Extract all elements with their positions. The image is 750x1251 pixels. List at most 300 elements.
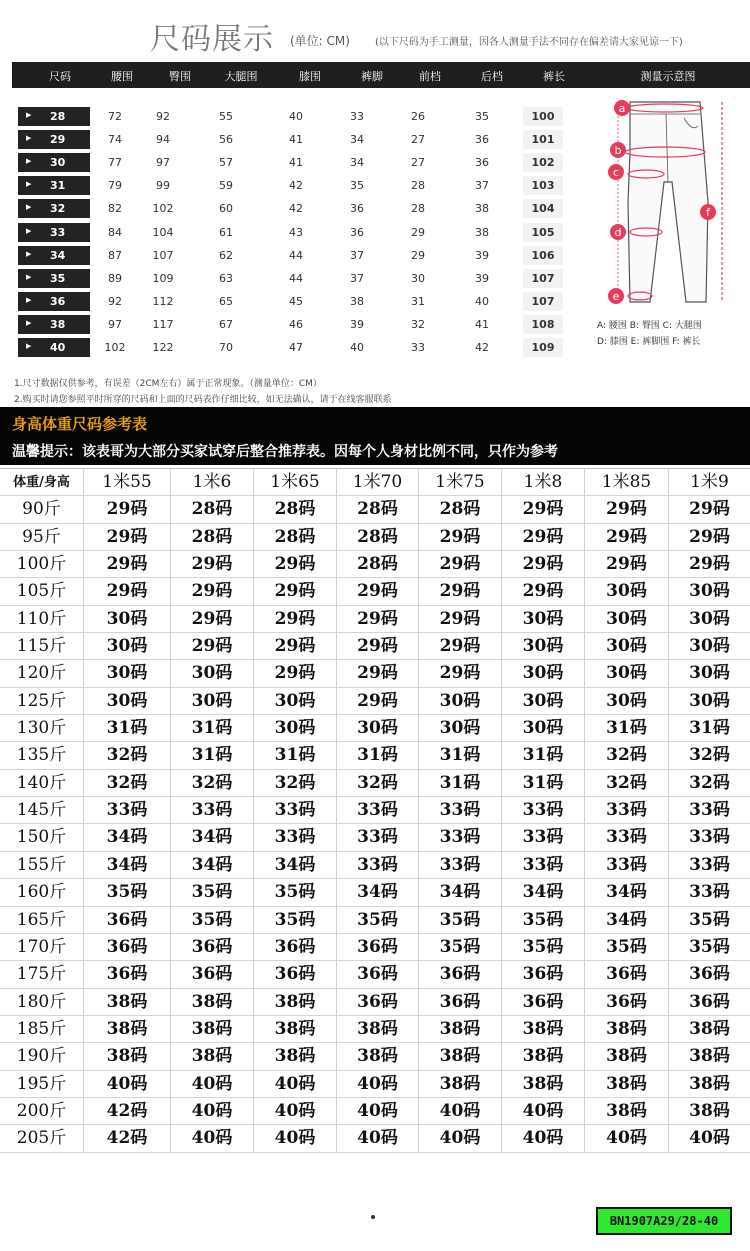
spec-cell: 92 [156, 110, 170, 123]
size-cell: 36码 [253, 961, 336, 987]
spec-cell: 29 [411, 248, 425, 262]
size-cell: 33码 [668, 797, 750, 823]
spec-header-cell: 后档 [481, 70, 503, 83]
size-cell: 30码 [584, 688, 668, 714]
table-row [0, 989, 750, 1016]
size-cell: 35码 [584, 934, 668, 960]
size-cell: 38码 [501, 1071, 584, 1097]
arrow-icon: ▶ [26, 342, 32, 350]
size-cell: 35码 [83, 879, 170, 905]
size-cell: 29码 [83, 496, 170, 522]
size-cell: 33码 [418, 852, 501, 878]
size-cell: 32码 [336, 770, 418, 796]
size-recommendation-table [0, 468, 750, 1153]
spec-cell: 67 [219, 317, 233, 331]
size-cell: 32码 [83, 742, 170, 768]
height-header: 1米75 [418, 469, 501, 495]
size-cell: 40码 [668, 1125, 750, 1151]
size-cell: 28码 [253, 524, 336, 550]
spec-cell: 94 [156, 133, 170, 147]
size-cell: 31码 [418, 742, 501, 768]
size-cell: 38码 [584, 1071, 668, 1097]
size-cell: 34码 [584, 907, 668, 933]
size-cell: 35码 [170, 907, 253, 933]
spec-header-cell: 臀围 [169, 70, 191, 83]
size-cell: 29码 [170, 606, 253, 632]
length-cell: 100 [523, 107, 563, 126]
table-row [0, 688, 750, 715]
size-cell: 29码 [253, 551, 336, 577]
weight-cell: 190斤 [16, 1046, 67, 1067]
size-cell: 34码 [83, 824, 170, 850]
size-cell: 29码 [336, 578, 418, 604]
size-cell: 33码 [336, 852, 418, 878]
table-row [0, 934, 750, 961]
size-cell: 36码 [418, 989, 501, 1015]
spec-cell: 104 [152, 225, 174, 239]
size-cell: 29码 [253, 633, 336, 659]
arrow-icon: ▶ [26, 157, 32, 166]
size-cell: 29码 [418, 633, 501, 659]
weight-cell: 170斤 [16, 936, 67, 957]
length-cell: 108 [523, 315, 563, 334]
size-cell: 33码 [253, 824, 336, 850]
size-value: 33 [50, 225, 66, 239]
size-cell: 32码 [584, 742, 668, 768]
marker-a-label: a [618, 102, 626, 115]
size-cell: 35码 [253, 879, 336, 905]
spec-cell: 57 [219, 156, 233, 170]
size-cell: 38码 [668, 1098, 750, 1124]
size-cell: 38码 [501, 1043, 584, 1069]
size-cell: 40码 [170, 1125, 253, 1151]
size-cell: 30码 [501, 715, 584, 741]
size-cell: 29码 [584, 496, 668, 522]
size-cell: 29码 [418, 551, 501, 577]
spec-cell: 39 [475, 248, 489, 262]
spec-cell: 102 [152, 202, 174, 216]
size-cell: 35码 [501, 907, 584, 933]
spec-header-cell: 尺码 [49, 70, 71, 83]
size-cell: 40码 [584, 1125, 668, 1151]
table-row [0, 715, 750, 742]
size-cell: 30码 [584, 606, 668, 632]
size-cell: 33码 [668, 852, 750, 878]
spec-cell: 109 [152, 271, 174, 285]
size-cell: 33码 [336, 797, 418, 823]
spec-cell: 32 [411, 317, 425, 331]
spec-cell: 97 [156, 156, 170, 170]
diagram-legend [597, 318, 702, 350]
size-cell: 40码 [336, 1125, 418, 1151]
table-row [0, 606, 750, 633]
size-cell: 30码 [83, 606, 170, 632]
size-cell: 33码 [584, 797, 668, 823]
size-cell: 32码 [668, 742, 750, 768]
size-cell: 36码 [501, 989, 584, 1015]
size-cell: 31码 [170, 715, 253, 741]
height-header: 1米85 [584, 469, 668, 495]
spec-header-cell: 膝围 [299, 70, 321, 83]
spec-cell: 40 [350, 341, 364, 354]
size-cell: 29码 [668, 524, 750, 550]
table-row [0, 961, 750, 988]
spec-row [0, 314, 560, 336]
weight-cell: 90斤 [22, 499, 61, 520]
size-cell: 35码 [418, 934, 501, 960]
page-title: 尺码展示 [150, 22, 274, 57]
size-cell: 30码 [501, 688, 584, 714]
legend-line-1: A: 腰围 B: 臀围 C: 大腿围 [597, 321, 702, 331]
size-cell: 38码 [83, 1043, 170, 1069]
spec-cell: 107 [152, 248, 174, 262]
arrow-icon: ▶ [26, 318, 32, 327]
size-cell: 29码 [501, 578, 584, 604]
spec-cell: 117 [152, 317, 174, 331]
size-cell: 40码 [83, 1071, 170, 1097]
spec-cell: 77 [108, 156, 122, 170]
weight-cell: 160斤 [16, 882, 67, 903]
spec-row [0, 152, 560, 174]
decorative-dot [371, 1215, 375, 1219]
spec-cell: 39 [350, 317, 364, 331]
size-cell: 38码 [584, 1098, 668, 1124]
size-cell: 33码 [668, 824, 750, 850]
size-cell: 34码 [584, 879, 668, 905]
size-cell: 33码 [501, 797, 584, 823]
length-cell: 107 [523, 269, 563, 288]
legend-line-2: D: 膝围 E: 裤脚围 F: 裤长 [597, 337, 701, 347]
size-cell: 29码 [170, 578, 253, 604]
size-cell: 36码 [501, 961, 584, 987]
size-cell: 29码 [418, 606, 501, 632]
pants-diagram-svg [588, 92, 748, 352]
size-cell: 34码 [83, 852, 170, 878]
size-cell: 30码 [584, 633, 668, 659]
weight-cell: 185斤 [16, 1018, 67, 1039]
size-cell: 34码 [418, 879, 501, 905]
size-cell: 30码 [501, 633, 584, 659]
size-label-cell [18, 246, 90, 265]
table-row [0, 551, 750, 578]
size-cell: 36码 [418, 961, 501, 987]
spec-cell: 122 [152, 341, 174, 354]
table-row [0, 770, 750, 797]
spec-cell: 28 [411, 179, 425, 193]
spec-header-cell: 测量示意图 [640, 70, 696, 83]
size-cell: 40码 [253, 1125, 336, 1151]
size-label-cell [18, 269, 90, 288]
table-row [0, 852, 750, 879]
size-cell: 30码 [170, 688, 253, 714]
size-cell: 31码 [501, 770, 584, 796]
marker-f-label: f [706, 206, 710, 219]
measure-note: (以下尺码为手工测量，因各人测量手法不同存在偏差请大家见谅一下) [375, 37, 683, 48]
size-cell: 38码 [170, 989, 253, 1015]
arrow-icon: ▶ [26, 203, 32, 212]
size-cell: 36码 [584, 961, 668, 987]
weight-cell: 165斤 [16, 909, 67, 930]
spec-cell: 33 [350, 110, 364, 123]
height-header: 1米9 [668, 469, 750, 495]
size-value: 30 [50, 156, 66, 170]
spec-row [0, 106, 560, 128]
size-cell: 35码 [336, 907, 418, 933]
size-cell: 38码 [418, 1016, 501, 1042]
size-cell: 33码 [668, 879, 750, 905]
size-cell: 40码 [170, 1071, 253, 1097]
spec-row [0, 291, 560, 313]
size-label-cell [18, 315, 90, 334]
spec-cell: 36 [475, 156, 489, 170]
size-cell: 35码 [668, 907, 750, 933]
marker-e-label: e [612, 290, 620, 303]
spec-cell: 44 [289, 248, 303, 262]
size-cell: 30码 [418, 715, 501, 741]
size-cell: 36码 [83, 961, 170, 987]
size-cell: 30码 [336, 715, 418, 741]
spec-cell: 97 [108, 317, 122, 331]
table-row [0, 1043, 750, 1070]
size-cell: 29码 [253, 660, 336, 686]
size-value: 36 [50, 294, 66, 308]
size-value: 40 [50, 341, 66, 354]
spec-row [0, 337, 560, 359]
spec-cell: 47 [289, 341, 303, 354]
size-cell: 30码 [584, 578, 668, 604]
table-row [0, 907, 750, 934]
size-cell: 38码 [253, 1016, 336, 1042]
size-cell: 32码 [584, 770, 668, 796]
size-cell: 33码 [584, 824, 668, 850]
spec-cell: 74 [108, 133, 122, 147]
size-cell: 32码 [668, 770, 750, 796]
size-cell: 38码 [170, 1016, 253, 1042]
spec-cell: 84 [108, 225, 122, 239]
size-cell: 31码 [501, 742, 584, 768]
spec-cell: 36 [350, 202, 364, 216]
size-cell: 30码 [253, 715, 336, 741]
table-row [0, 1071, 750, 1098]
length-cell: 104 [523, 199, 563, 218]
spec-cell: 29 [411, 225, 425, 239]
size-cell: 38码 [253, 989, 336, 1015]
size-value: 28 [50, 110, 66, 123]
pants-outline [628, 102, 708, 302]
size-cell: 36码 [336, 989, 418, 1015]
size-cell: 38码 [418, 1043, 501, 1069]
spec-cell: 42 [289, 179, 303, 193]
spec-cell: 65 [219, 294, 233, 308]
spec-cell: 34 [350, 133, 364, 147]
size-cell: 29码 [668, 551, 750, 577]
spec-header-cell: 裤长 [543, 70, 565, 83]
size-cell: 36码 [584, 989, 668, 1015]
size-cell: 31码 [83, 715, 170, 741]
size-value: 32 [50, 202, 66, 216]
table-row [0, 1098, 750, 1125]
weight-cell: 175斤 [16, 964, 67, 985]
size-cell: 36码 [668, 961, 750, 987]
size-cell: 29码 [501, 496, 584, 522]
spec-cell: 89 [108, 271, 122, 285]
size-cell: 35码 [253, 907, 336, 933]
reference-banner [0, 407, 750, 465]
spec-cell: 33 [411, 341, 425, 354]
size-cell: 35码 [170, 879, 253, 905]
size-cell: 38码 [83, 1016, 170, 1042]
size-cell: 28码 [336, 496, 418, 522]
spec-cell: 40 [289, 110, 303, 123]
size-cell: 29码 [253, 578, 336, 604]
size-cell: 29码 [83, 524, 170, 550]
size-cell: 40码 [501, 1098, 584, 1124]
size-cell: 28码 [170, 524, 253, 550]
spec-cell: 62 [219, 248, 233, 262]
spec-header-cell: 前档 [419, 70, 441, 83]
size-cell: 38码 [336, 1016, 418, 1042]
weight-cell: 115斤 [16, 636, 67, 657]
weight-cell: 200斤 [16, 1100, 67, 1121]
weight-cell: 95斤 [22, 526, 61, 547]
size-cell: 36码 [83, 907, 170, 933]
spec-cell: 70 [219, 341, 233, 354]
spec-cell: 42 [289, 202, 303, 216]
size-cell: 30码 [668, 660, 750, 686]
length-cell: 103 [523, 176, 563, 195]
size-cell: 38码 [253, 1043, 336, 1069]
spec-notes [14, 376, 392, 408]
table-row [0, 797, 750, 824]
size-label-cell [18, 223, 90, 242]
spec-cell: 112 [152, 294, 174, 308]
size-cell: 28码 [418, 496, 501, 522]
weight-cell: 195斤 [16, 1073, 67, 1094]
size-cell: 34码 [170, 852, 253, 878]
reference-tip: 温馨提示：该表哥为大部分买家试穿后整合推荐表。因每个人身材比例不同，只作为参考 [12, 444, 558, 460]
size-cell: 31码 [336, 742, 418, 768]
size-cell: 38码 [336, 1043, 418, 1069]
spec-row [0, 222, 560, 244]
size-cell: 29码 [336, 660, 418, 686]
size-cell: 29码 [83, 578, 170, 604]
weight-cell: 110斤 [16, 608, 67, 629]
size-cell: 29码 [336, 606, 418, 632]
height-header: 1米6 [170, 469, 253, 495]
size-cell: 31码 [418, 770, 501, 796]
size-cell: 30码 [83, 660, 170, 686]
size-cell: 30码 [668, 688, 750, 714]
size-cell: 29码 [418, 524, 501, 550]
size-label-cell [18, 153, 90, 172]
spec-cell: 102 [104, 341, 126, 354]
size-cell: 33码 [418, 797, 501, 823]
size-cell: 40码 [253, 1071, 336, 1097]
spec-cell: 28 [411, 202, 425, 216]
spec-row [0, 175, 560, 197]
size-cell: 42码 [83, 1098, 170, 1124]
size-cell: 38码 [418, 1071, 501, 1097]
size-value: 31 [50, 179, 66, 193]
spec-cell: 37 [350, 248, 364, 262]
weight-cell: 100斤 [16, 554, 67, 575]
size-cell: 30码 [584, 660, 668, 686]
arrow-icon: ▶ [26, 272, 32, 281]
size-cell: 30码 [668, 578, 750, 604]
spec-cell: 87 [108, 248, 122, 262]
size-cell: 30码 [170, 660, 253, 686]
size-cell: 29码 [668, 496, 750, 522]
spec-cell: 35 [350, 179, 364, 193]
spec-cell: 27 [411, 133, 425, 147]
size-cell: 30码 [501, 606, 584, 632]
marker-d-label: d [614, 226, 622, 239]
size-cell: 33码 [83, 797, 170, 823]
size-cell: 36码 [668, 989, 750, 1015]
spec-note-1: 1.尺寸数据仅供参考，有误差（2CM左右）属于正常现象。（测量单位：CM） [14, 379, 322, 389]
size-value: 29 [50, 133, 66, 147]
size-cell: 30码 [501, 660, 584, 686]
product-code-badge: BN1907A29/28-40 [596, 1207, 732, 1235]
spec-cell: 59 [219, 179, 233, 193]
spec-row [0, 268, 560, 290]
spec-cell: 35 [475, 110, 489, 123]
spec-note-2: 2.购买时请您参照平时所穿的尺码和上面的尺码表作仔细比较，如无法确认，请于在线客服联系 [14, 395, 392, 405]
size-cell: 38码 [668, 1043, 750, 1069]
arrow-icon: ▶ [26, 226, 32, 235]
table-row [0, 824, 750, 851]
length-cell: 109 [523, 338, 563, 357]
height-header: 1米70 [336, 469, 418, 495]
size-cell: 35码 [418, 907, 501, 933]
size-cell: 33码 [501, 824, 584, 850]
table-row [0, 1125, 750, 1152]
spec-cell: 36 [475, 133, 489, 147]
size-cell: 29码 [584, 551, 668, 577]
size-cell: 40码 [170, 1098, 253, 1124]
spec-cell: 79 [108, 179, 122, 193]
table-header-row [0, 469, 750, 496]
size-label-cell [18, 107, 90, 126]
spec-cell: 38 [475, 225, 489, 239]
size-cell: 29码 [336, 633, 418, 659]
spec-table-header [12, 62, 750, 88]
spec-row [0, 198, 560, 220]
length-cell: 102 [523, 153, 563, 172]
weight-cell: 135斤 [16, 745, 67, 766]
size-cell: 42码 [83, 1125, 170, 1151]
size-cell: 34码 [170, 824, 253, 850]
spec-cell: 72 [108, 110, 122, 123]
reference-title: 身高体重尺码参考表 [12, 415, 148, 433]
weight-cell: 155斤 [16, 854, 67, 875]
size-cell: 32码 [83, 770, 170, 796]
spec-header-cell: 腰围 [111, 70, 133, 83]
size-cell: 30码 [83, 633, 170, 659]
size-cell: 40码 [501, 1125, 584, 1151]
size-cell: 29码 [418, 578, 501, 604]
size-cell: 34码 [336, 879, 418, 905]
size-cell: 28码 [170, 496, 253, 522]
spec-cell: 55 [219, 110, 233, 123]
spec-cell: 99 [156, 179, 170, 193]
table-row [0, 496, 750, 523]
title-row [0, 0, 750, 62]
spec-cell: 26 [411, 110, 425, 123]
table-row [0, 1016, 750, 1043]
spec-cell: 82 [108, 202, 122, 216]
weight-cell: 205斤 [16, 1128, 67, 1149]
